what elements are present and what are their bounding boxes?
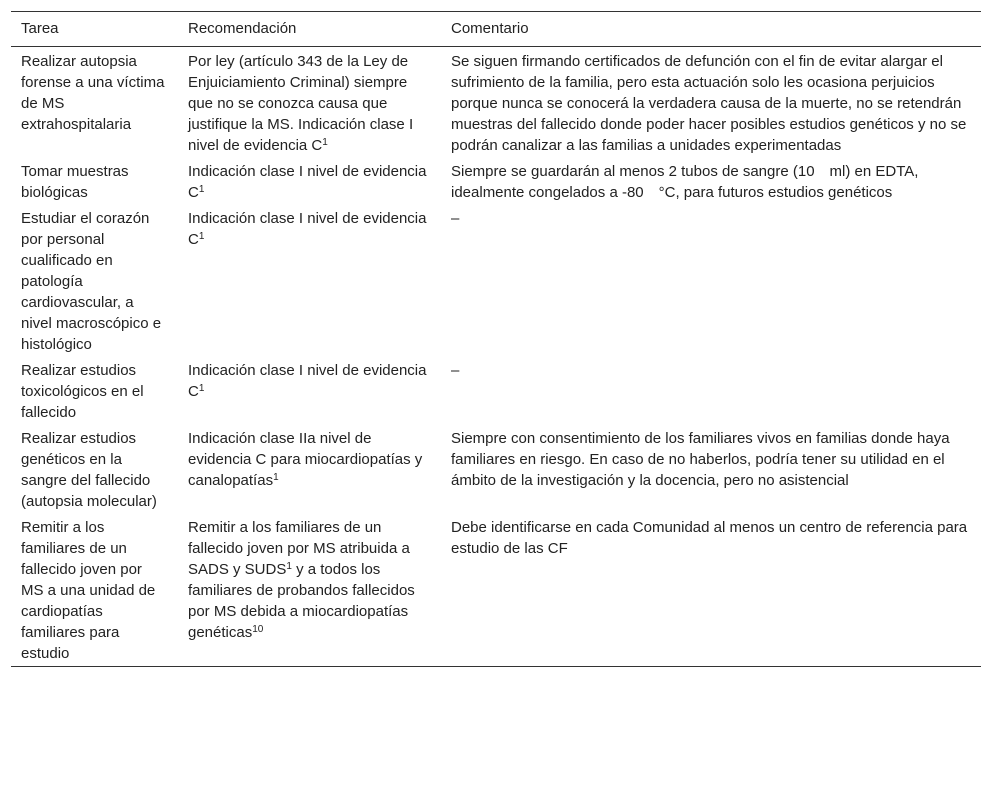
- cell-recomendacion: [178, 425, 441, 514]
- header-tarea: Tarea: [21, 20, 59, 37]
- cell-comentario: –: [451, 362, 460, 379]
- table-header: [11, 12, 981, 47]
- cell-tarea: Estudiar el corazón por personal cualificado en patología cardiovascular, a nivel macroscópico e histológico: [21, 210, 162, 353]
- recomendacion-text: Indicación clase I nivel de evidencia C: [188, 210, 427, 248]
- recomendacion-text: Remitir a los familiares de un fallecido joven por MS atribuida a SADS y SUDS: [188, 519, 410, 578]
- recomendacion-text: Indicación clase IIa nivel de evidencia C para miocardiopatías y canalopatías: [188, 430, 423, 489]
- cell-recomendacion: [178, 158, 441, 205]
- reference-superscript: 1: [198, 184, 205, 195]
- cell-comentario: Se siguen firmando certificados de defunción con el fin de evitar alargar el sufrimiento de la familia, pero esta actuación solo les ocasiona perjuicios porque nunca se conocerá la verdadera causa de la muerte, no se retendrán muestras del fallecido donde poder hacer posibles estudios genéticos y no se podrán canalizar a las familias a unidades experimentadas: [451, 53, 967, 154]
- reference-superscript: 1: [273, 472, 279, 483]
- recomendacion-text: Por ley (artículo 343 de la Ley de Enjuiciamiento Criminal) siempre que no se conozca causa que justifique la MS. Indicación clase I nivel de evidencia C: [188, 53, 414, 154]
- cell-tarea: Tomar muestras biológicas: [21, 163, 129, 201]
- cell-recomendacion: [178, 205, 441, 357]
- recommendations-table: [11, 11, 981, 667]
- table-row: [11, 158, 981, 205]
- cell-comentario: Siempre con consentimiento de los familiares vivos en familias donde haya familiares en riesgo. En caso de no haberlos, podría tener su utilidad en el ámbito de la investigación y la docencia, pero no asistencial: [451, 430, 950, 489]
- cell-tarea: Realizar autopsia forense a una víctima de MS extrahospitalaria: [21, 53, 165, 133]
- reference-superscript: 1: [198, 383, 205, 394]
- table-row: [11, 205, 981, 357]
- table-body: [11, 47, 981, 667]
- cell-comentario: Siempre se guardarán al menos 2 tubos de sangre (10 ml) en EDTA, idealmente congelados a -80 °C, para futuros estudios genéticos: [451, 163, 919, 201]
- cell-recomendacion: [178, 47, 441, 159]
- header-comentario: Comentario: [451, 20, 529, 37]
- cell-comentario: –: [451, 210, 460, 227]
- cell-comentario: Debe identificarse en cada Comunidad al menos un centro de referencia para estudio de las CF: [451, 519, 968, 557]
- table-row: [11, 47, 981, 159]
- reference-superscript: 1: [198, 231, 205, 242]
- table-row: [11, 514, 981, 667]
- header-row: [11, 12, 981, 47]
- recomendacion-text: y a todos los familiares de probandos fallecidos por MS debida a miocardiopatías genéticas: [188, 561, 415, 641]
- reference-superscript: 1: [322, 137, 328, 148]
- recomendacion-text: Indicación clase I nivel de evidencia C: [188, 362, 427, 400]
- header-recomendacion: Recomendación: [188, 20, 297, 37]
- cell-tarea: Realizar estudios genéticos en la sangre del fallecido (autopsia molecular): [21, 430, 157, 510]
- reference-superscript: 1: [286, 561, 292, 572]
- table-row: [11, 357, 981, 425]
- cell-recomendacion: [178, 357, 441, 425]
- reference-superscript: 10: [252, 624, 264, 635]
- cell-tarea: Remitir a los familiares de un fallecido joven por MS a una unidad de cardiopatías familiares para estudio: [21, 519, 156, 662]
- cell-recomendacion: [178, 514, 441, 667]
- recomendacion-text: Indicación clase I nivel de evidencia C: [188, 163, 427, 201]
- table-row: [11, 425, 981, 514]
- cell-tarea: Realizar estudios toxicológicos en el fallecido: [21, 362, 144, 421]
